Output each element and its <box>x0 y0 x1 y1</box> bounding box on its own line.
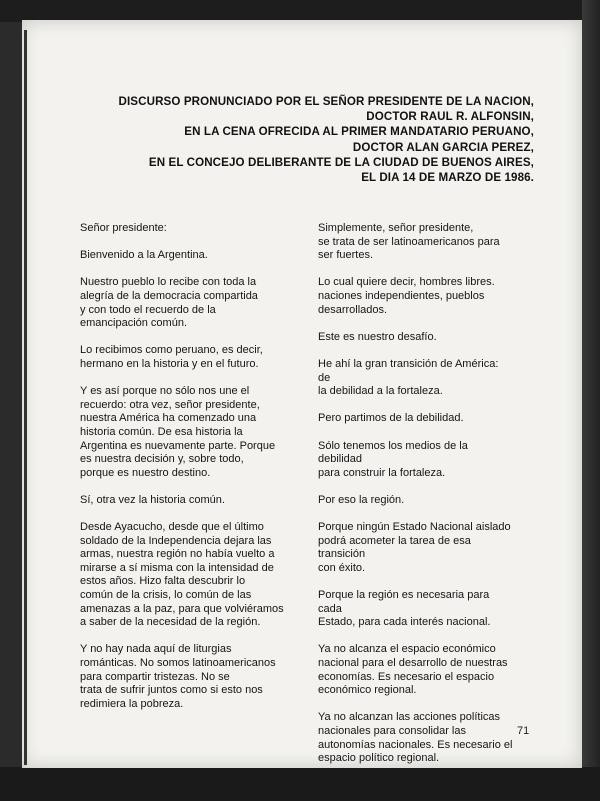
paragraph: Este es nuestro desafío. <box>318 330 437 343</box>
paragraph: Bienvenido a la Argentina. <box>80 249 208 262</box>
heading-line: DISCURSO PRONUNCIADO POR EL SEÑOR PRESIDENTE DE LA NACION, <box>118 95 534 108</box>
paragraph: Porque ningún Estado Nacional aislado podrá acometer la tarea de esa transición con éxito. <box>318 521 511 574</box>
paragraph: Desde Ayacucho, desde que el último soldado de la Independencia dejara las armas, nuestra región no había vuelto a mirarse a sí misma con la intensidad de estos años. Hizo falta descubrir lo común de la crisis, lo común de las amenazas a la paz, para que volviéramos a saber de la necesidad de la región. <box>80 521 284 629</box>
scan-border-right <box>582 0 600 801</box>
paragraph: Lo cual quiere decir, hombres libres. naciones independientes, pueblos desarrollados. <box>318 276 495 316</box>
paragraph: Y es así porque no sólo nos une el recuerdo: otra vez, señor presidente, nuestra América ha comenzado una historia común. De esa historia la Argentina es nuevamente parte. Porque es nuestra decisión y, sobre todo, porque es nuestro destino. <box>80 385 276 479</box>
left-column <box>80 222 305 725</box>
heading-line: EL DIA 14 DE MARZO DE 1986. <box>361 171 534 185</box>
heading-line: EN EL CONCEJO DELIBERANTE DE LA CIUDAD DE BUENOS AIRES, <box>148 155 534 169</box>
paragraph: Porque la región es necesaria para cada Estado, para cada interés nacional. <box>318 589 491 629</box>
paragraph: Sí, otra vez la historia común. <box>80 493 225 506</box>
heading-line: DOCTOR RAUL R. ALFONSIN, <box>366 110 534 124</box>
right-column <box>318 222 513 779</box>
paragraph: Ya no alcanza el espacio económico nacional para el desarrollo de nuestras economías. Es necesario el espacio económico regional. <box>318 643 508 697</box>
paragraph: Señor presidente: <box>80 222 167 234</box>
speech-heading <box>114 94 534 185</box>
paragraph: Por eso la región. <box>318 493 405 506</box>
paragraph: Sólo tenemos los medios de la debilidad para construir la fortaleza. <box>318 439 468 479</box>
paragraph: Nuestro pueblo lo recibe con toda la alegría de la democracia compartida y con todo el recuerdo de la emancipación común. <box>80 276 258 330</box>
heading-line: DOCTOR ALAN GARCIA PEREZ, <box>352 140 534 154</box>
page-number: 71 <box>517 725 530 737</box>
heading-line: EN LA CENA OFRECIDA AL PRIMER MANDATARIO PERUANO, <box>184 125 534 139</box>
paragraph: Pero partimos de la debilidad. <box>318 412 464 425</box>
paragraph: Simplemente, señor presidente, se trata de ser latinoamericanos para ser fuertes. <box>318 222 500 262</box>
scan-border-top <box>0 0 600 22</box>
paragraph: He ahí la gran transición de América: de la debilidad a la fortaleza. <box>318 357 499 398</box>
paragraph: Ya no alcanzan las acciones políticas nacionales para consolidar las autonomías nacionales. Es necesario el espacio político regional. <box>318 711 513 765</box>
binding-edge <box>24 30 27 765</box>
paragraph: Y no hay nada aquí de liturgias románticas. No somos latinoamericanos para compartir tristezas. No se trata de sufrir juntos como si esto nos redimiera la pobreza. <box>80 643 276 710</box>
paragraph: Lo recibimos como peruano, es decir, hermano en la historia y en el futuro. <box>80 344 263 370</box>
